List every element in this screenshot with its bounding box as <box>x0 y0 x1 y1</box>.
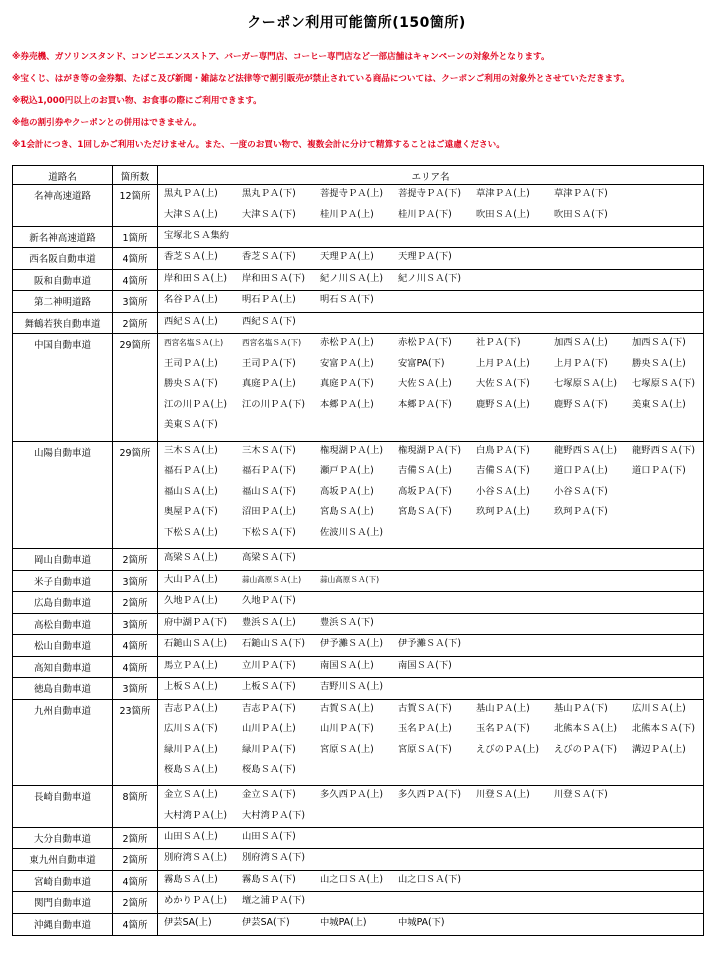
area-name: 基山ＰＡ(上) <box>476 702 530 714</box>
area-name: 久地ＰＡ(上) <box>164 595 218 606</box>
area-name: 白鳥ＰＡ(下) <box>476 444 530 456</box>
table-row <box>13 700 703 787</box>
area-line <box>163 680 703 701</box>
area-name: 香芝ＳＡ(上) <box>164 251 218 262</box>
area-name: 多久西ＰＡ(上) <box>320 789 384 800</box>
area-line <box>163 551 703 572</box>
area-names-cell <box>158 614 703 635</box>
area-name: 立川ＰＡ(下) <box>242 659 296 671</box>
area-name: 伊予灘ＳＡ(下) <box>398 638 462 649</box>
location-count-cell: 2箇所 <box>113 849 158 870</box>
area-name: 上月ＰＡ(上) <box>476 357 530 369</box>
area-line <box>163 830 703 851</box>
area-names-cell <box>158 635 703 656</box>
area-names-cell <box>158 227 703 248</box>
area-name: 真庭ＰＡ(下) <box>320 378 374 389</box>
area-names-cell <box>158 871 703 892</box>
area-name: 緑川ＰＡ(下) <box>242 743 296 755</box>
location-count-cell: 3箇所 <box>113 678 158 699</box>
area-name: 瀬戸ＰＡ(上) <box>320 465 374 476</box>
location-count-cell: 1箇所 <box>113 227 158 248</box>
table-row <box>13 571 703 593</box>
area-name: 大村湾ＰＡ(上) <box>164 809 228 821</box>
area-name: 玉名ＰＡ(上) <box>398 723 452 734</box>
location-count-cell: 4箇所 <box>113 871 158 892</box>
area-name: 玖珂ＰＡ(上) <box>476 506 530 517</box>
area-name: 吹田ＳＡ(上) <box>476 208 530 220</box>
location-count-cell: 29箇所 <box>113 442 158 549</box>
area-name: 宮島ＳＡ(上) <box>320 506 374 517</box>
area-line <box>163 702 709 723</box>
area-name: 霧島ＳＡ(下) <box>242 873 296 885</box>
area-name: 草津ＰＡ(上) <box>476 188 530 199</box>
table-row <box>13 270 703 292</box>
area-name: 沼田ＰＡ(上) <box>242 506 296 517</box>
area-name: 赤松ＰＡ(下) <box>398 337 452 348</box>
area-name: 北熊本ＳＡ(下) <box>632 723 696 734</box>
area-name: 西宮名塩ＳＡ(上) <box>164 338 224 347</box>
area-line <box>163 336 709 357</box>
area-name: えびのＰＡ(下) <box>554 743 618 755</box>
area-name: 加西ＳＡ(上) <box>554 337 608 348</box>
area-line <box>163 208 703 229</box>
area-name: 下松ＳＡ(上) <box>164 526 218 538</box>
area-name: えびのＰＡ(上) <box>476 743 540 755</box>
area-name: 石鎚山ＳＡ(上) <box>164 638 228 649</box>
location-count-cell: 3箇所 <box>113 291 158 312</box>
area-name: 黒丸ＰＡ(上) <box>164 188 218 199</box>
area-name: 上板ＳＡ(上) <box>164 681 218 692</box>
area-name: 名谷ＰＡ(上) <box>164 294 218 305</box>
area-name: 権現湖ＰＡ(上) <box>320 444 384 456</box>
table-row <box>13 248 703 270</box>
road-name-cell: 名神高速道路 <box>13 185 113 226</box>
area-name: 蒜山高原ＳＡ(下) <box>320 574 380 584</box>
notes-list <box>12 51 707 160</box>
area-name: 伊芸SA(下) <box>242 916 290 928</box>
area-name: 福石ＰＡ(下) <box>242 465 296 476</box>
area-names-cell <box>158 571 703 592</box>
area-line <box>163 464 709 485</box>
area-line <box>163 573 703 594</box>
area-name: 桜島ＳＡ(下) <box>242 764 296 775</box>
area-name: 明石ＳＡ(下) <box>320 294 374 305</box>
area-names-cell <box>158 291 703 312</box>
area-line <box>163 851 703 872</box>
area-name: 玉名ＰＡ(下) <box>476 723 530 734</box>
area-name: 宮原ＳＡ(下) <box>398 743 452 755</box>
area-line <box>163 722 709 743</box>
area-name: 黒丸ＰＡ(下) <box>242 188 296 199</box>
area-name: 大村湾ＰＡ(下) <box>242 809 306 821</box>
area-name: 壇之浦ＰＡ(下) <box>242 895 306 906</box>
area-name: 龍野西ＳＡ(上) <box>554 444 618 456</box>
table-row <box>13 849 703 871</box>
area-name: 菩提寺ＰＡ(上) <box>320 188 384 199</box>
area-name: 基山ＰＡ(下) <box>554 702 608 714</box>
area-line <box>163 637 703 658</box>
area-name: 伊予灘ＳＡ(上) <box>320 638 384 649</box>
area-names-cell <box>158 442 709 549</box>
road-name-cell: 阪和自動車道 <box>13 270 113 291</box>
area-line <box>163 526 709 547</box>
area-name: 西紀ＳＡ(下) <box>242 315 296 327</box>
area-line <box>163 894 703 915</box>
area-name: 川登ＳＡ(下) <box>554 789 608 800</box>
area-name: 吉志ＰＡ(上) <box>164 702 218 714</box>
area-line <box>163 763 709 784</box>
road-name-cell: 舞鶴若狭自動車道 <box>13 313 113 334</box>
area-name: 石鎚山ＳＡ(下) <box>242 638 306 649</box>
area-name: 小谷ＳＡ(上) <box>476 485 530 497</box>
area-name: 高梁ＳＡ(下) <box>242 552 296 563</box>
area-names-cell <box>158 657 703 678</box>
area-name: 江の川ＰＡ(上) <box>164 398 228 410</box>
note-item: ※他の割引券やクーポンとの併用はできません。 <box>12 117 202 128</box>
area-names-cell <box>158 549 703 570</box>
road-name-cell: 岡山自動車道 <box>13 549 113 570</box>
location-count-cell: 4箇所 <box>113 657 158 678</box>
road-name-cell: 徳島自動車道 <box>13 678 113 699</box>
road-name-cell: 広島自動車道 <box>13 592 113 613</box>
area-name: 赤松ＰＡ(上) <box>320 337 374 348</box>
area-name: 美東ＳＡ(上) <box>632 398 686 410</box>
table-row <box>13 549 703 571</box>
road-name-cell: 長崎自動車道 <box>13 786 113 827</box>
area-name: 山川ＰＡ(下) <box>320 723 374 734</box>
table-row <box>13 442 703 550</box>
note-item: ※宝くじ、はがき等の金券類、たばこ及び新聞・雑誌など法律等で割引販売が禁止されている商品については、クーポンご利用の対象外とさせていただきます。 <box>12 73 630 84</box>
area-name: 本郷ＰＡ(下) <box>398 398 452 410</box>
area-name: 安富PA(下) <box>398 357 445 369</box>
area-name: 多久西ＰＡ(下) <box>398 789 462 800</box>
road-name-cell: 大分自動車道 <box>13 828 113 849</box>
area-line <box>163 594 703 615</box>
area-name: 天理ＰＡ(上) <box>320 251 374 262</box>
area-name: 天理ＰＡ(下) <box>398 251 452 262</box>
road-name-cell: 沖縄自動車道 <box>13 914 113 936</box>
area-name: 霧島ＳＡ(上) <box>164 873 218 885</box>
road-name-cell: 山陽自動車道 <box>13 442 113 549</box>
road-name-cell: 東九州自動車道 <box>13 849 113 870</box>
area-name: 大津ＳＡ(下) <box>242 208 296 220</box>
area-line <box>163 743 709 764</box>
location-count-cell: 12箇所 <box>113 185 158 226</box>
area-name: 桂川ＰＡ(上) <box>320 208 374 220</box>
area-name: 桜島ＳＡ(上) <box>164 764 218 775</box>
note-item: ※1会計につき、1回しかご利用いただけません。また、一度のお買い物で、複数会計に分けて精算することはご遠慮ください。 <box>12 139 505 150</box>
area-name: 大山ＰＡ(上) <box>164 573 218 585</box>
area-name: 桂川ＰＡ(下) <box>398 208 452 220</box>
area-names-cell <box>158 786 703 827</box>
location-count-cell: 2箇所 <box>113 592 158 613</box>
area-name: 大佐ＳＡ(上) <box>398 378 452 389</box>
page-title: クーポン利用可能箇所(150箇所) <box>247 15 466 31</box>
area-line <box>163 659 703 680</box>
area-line <box>163 418 709 439</box>
table-row <box>13 227 703 249</box>
area-name: 社ＰＡ(下) <box>476 337 521 348</box>
location-count-cell: 4箇所 <box>113 248 158 269</box>
area-name: 上月ＰＡ(下) <box>554 357 608 369</box>
area-line <box>163 398 709 419</box>
location-count-cell: 2箇所 <box>113 313 158 334</box>
road-name-cell: 高知自動車道 <box>13 657 113 678</box>
area-names-cell <box>158 313 703 334</box>
area-name: 玖珂ＰＡ(下) <box>554 506 608 517</box>
area-line <box>163 485 709 506</box>
table-header-row <box>13 166 703 185</box>
area-name: 七塚原ＳＡ(下) <box>632 378 696 389</box>
table-row <box>13 871 703 893</box>
location-count-cell: 29箇所 <box>113 334 158 441</box>
area-name: 川登ＳＡ(上) <box>476 789 530 800</box>
location-count-cell: 2箇所 <box>113 828 158 849</box>
road-name-cell: 米子自動車道 <box>13 571 113 592</box>
area-names-cell <box>158 828 703 849</box>
area-line <box>163 187 703 208</box>
table-row <box>13 678 703 700</box>
area-name: 高坂ＰＡ(上) <box>320 485 374 497</box>
area-name: 王司ＰＡ(上) <box>164 357 218 369</box>
road-name-cell: 第二神明道路 <box>13 291 113 312</box>
area-line <box>163 293 703 314</box>
area-name: 吉備ＳＡ(上) <box>398 465 452 476</box>
area-name: 古賀ＳＡ(下) <box>398 702 452 714</box>
area-name: 蒜山高原ＳＡ(上) <box>242 574 302 584</box>
area-line <box>163 873 703 894</box>
area-name: 安富ＰＡ(上) <box>320 357 374 369</box>
area-name: 山田ＳＡ(下) <box>242 830 296 842</box>
table-row <box>13 614 703 636</box>
area-name: 山之口ＳＡ(上) <box>320 873 384 885</box>
area-names-cell <box>158 892 703 913</box>
area-name: 西宮名塩ＳＡ(下) <box>242 338 302 347</box>
area-name: 金立ＳＡ(下) <box>242 789 296 800</box>
location-count-cell: 2箇所 <box>113 892 158 913</box>
note-item: ※券売機、ガソリンスタンド、コンビニエンスストア、バーガー専門店、コーヒー専門店など一部店舗はキャンペーンの対象外となります。 <box>12 52 550 62</box>
area-name: 府中湖ＰＡ(下) <box>164 616 228 628</box>
area-name: 溝辺ＰＡ(上) <box>632 743 686 755</box>
area-name: 明石ＰＡ(上) <box>242 294 296 305</box>
area-name: 伊芸SA(上) <box>164 916 212 928</box>
area-line <box>163 616 703 637</box>
area-names-cell <box>158 700 709 786</box>
area-line <box>163 809 703 830</box>
header-road: 道路名 <box>13 166 113 184</box>
area-line <box>163 505 709 526</box>
area-name: 岸和田ＳＡ(上) <box>164 272 228 284</box>
header-count: 箇所数 <box>113 166 158 184</box>
road-name-cell: 九州自動車道 <box>13 700 113 786</box>
road-name-cell: 新名神高速道路 <box>13 227 113 248</box>
area-line <box>163 315 703 336</box>
area-name: 七塚原ＳＡ(上) <box>554 378 618 389</box>
road-name-cell: 松山自動車道 <box>13 635 113 656</box>
table-row <box>13 786 703 828</box>
area-name: 吉備ＳＡ(下) <box>476 465 530 476</box>
area-name: 王司ＰＡ(下) <box>242 357 296 369</box>
area-line <box>163 357 709 378</box>
area-name: 福山ＳＡ(下) <box>242 485 296 497</box>
area-names-cell <box>158 914 703 936</box>
area-name: 中城PA(下) <box>398 916 445 928</box>
area-names-cell <box>158 678 703 699</box>
area-name: 広川ＳＡ(上) <box>632 702 686 714</box>
area-line <box>163 377 709 398</box>
area-name: 緑川ＰＡ(上) <box>164 743 218 755</box>
area-name: 本郷ＰＡ(上) <box>320 398 374 410</box>
coupon-locations-table <box>12 165 704 936</box>
location-count-cell: 23箇所 <box>113 700 158 786</box>
area-name: 加西ＳＡ(下) <box>632 337 686 348</box>
area-name: 山川ＰＡ(上) <box>242 723 296 734</box>
area-line <box>163 788 703 809</box>
road-name-cell: 西名阪自動車道 <box>13 248 113 269</box>
area-name: 広川ＳＡ(下) <box>164 723 218 734</box>
area-name: 権現湖ＰＡ(下) <box>398 444 462 456</box>
area-names-cell <box>158 849 703 870</box>
area-name: 宝塚北ＳＡ集約 <box>164 229 230 241</box>
area-name: 西紀ＳＡ(上) <box>164 315 218 327</box>
road-name-cell: 関門自動車道 <box>13 892 113 913</box>
area-name: 吉野川ＳＡ(上) <box>320 681 384 692</box>
area-name: 龍野西ＳＡ(下) <box>632 444 696 456</box>
road-name-cell: 高松自動車道 <box>13 614 113 635</box>
area-name: 南国ＳＡ(下) <box>398 659 452 671</box>
area-name: 北熊本ＳＡ(上) <box>554 723 618 734</box>
area-name: 大佐ＳＡ(下) <box>476 378 530 389</box>
area-name: 南国ＳＡ(上) <box>320 659 374 671</box>
header-area: エリア名 <box>411 172 450 183</box>
area-name: 三木ＳＡ(下) <box>242 444 296 456</box>
area-name: 紀ノ川ＳＡ(下) <box>398 272 462 284</box>
area-name: 奥屋ＰＡ(下) <box>164 506 218 517</box>
table-row <box>13 291 703 313</box>
area-name: 鹿野ＳＡ(上) <box>476 398 530 410</box>
area-line <box>163 916 703 937</box>
area-name: 宮島ＳＡ(下) <box>398 506 452 517</box>
area-names-cell <box>158 334 709 441</box>
area-names-cell <box>158 185 703 226</box>
area-name: 草津ＰＡ(下) <box>554 188 608 199</box>
table-row <box>13 334 703 442</box>
area-line <box>163 229 703 250</box>
road-name-cell: 宮崎自動車道 <box>13 871 113 892</box>
area-name: 宮原ＳＡ(上) <box>320 743 374 755</box>
location-count-cell: 4箇所 <box>113 270 158 291</box>
area-name: 上板ＳＡ(下) <box>242 681 296 692</box>
area-name: 高梁ＳＡ(上) <box>164 552 218 563</box>
area-name: 豊浜ＳＡ(下) <box>320 616 374 628</box>
table-row <box>13 592 703 614</box>
location-count-cell: 4箇所 <box>113 635 158 656</box>
area-name: 福山ＳＡ(上) <box>164 485 218 497</box>
table-row <box>13 185 703 227</box>
table-row <box>13 313 703 335</box>
location-count-cell: 4箇所 <box>113 914 158 936</box>
area-names-cell <box>158 592 703 613</box>
area-name: 中城PA(上) <box>320 916 367 928</box>
area-name: 小谷ＳＡ(下) <box>554 485 608 497</box>
area-name: 香芝ＳＡ(下) <box>242 251 296 262</box>
table-row <box>13 828 703 850</box>
table-row <box>13 657 703 679</box>
location-count-cell: 3箇所 <box>113 614 158 635</box>
area-name: 大津ＳＡ(上) <box>164 208 218 220</box>
area-name: 江の川ＰＡ(下) <box>242 398 306 410</box>
location-count-cell: 2箇所 <box>113 549 158 570</box>
location-count-cell: 3箇所 <box>113 571 158 592</box>
area-name: 福石ＰＡ(上) <box>164 465 218 476</box>
area-line <box>163 444 709 465</box>
area-name: 紀ノ川ＳＡ(上) <box>320 272 384 284</box>
area-name: 吹田ＳＡ(下) <box>554 208 608 220</box>
table-row <box>13 892 703 914</box>
table-row <box>13 635 703 657</box>
area-name: 下松ＳＡ(下) <box>242 526 296 538</box>
area-name: 久地ＰＡ(下) <box>242 595 296 606</box>
area-line <box>163 250 703 271</box>
area-name: 高坂ＰＡ(下) <box>398 485 452 497</box>
area-names-cell <box>158 248 703 269</box>
area-name: めかりＰＡ(上) <box>164 895 228 906</box>
area-name: 勝央ＳＡ(下) <box>164 378 218 389</box>
area-name: 別府湾ＳＡ(上) <box>164 852 228 863</box>
area-name: 馬立ＰＡ(上) <box>164 659 218 671</box>
location-count-cell: 8箇所 <box>113 786 158 827</box>
area-name: 鹿野ＳＡ(下) <box>554 398 608 410</box>
road-name-cell: 中国自動車道 <box>13 334 113 441</box>
area-name: 岸和田ＳＡ(下) <box>242 272 306 284</box>
area-name: 別府湾ＳＡ(下) <box>242 852 306 863</box>
area-name: 勝央ＳＡ(上) <box>632 357 686 369</box>
area-name: 古賀ＳＡ(上) <box>320 702 374 714</box>
area-name: 菩提寺ＰＡ(下) <box>398 188 462 199</box>
area-name: 道口ＰＡ(上) <box>554 465 608 476</box>
area-name: 佐波川ＳＡ(上) <box>320 526 384 538</box>
area-name: 三木ＳＡ(上) <box>164 444 218 456</box>
area-name: 美東ＳＡ(下) <box>164 419 218 430</box>
area-names-cell <box>158 270 703 291</box>
area-name: 吉志ＰＡ(下) <box>242 702 296 714</box>
table-row <box>13 914 703 936</box>
area-name: 山田ＳＡ(上) <box>164 830 218 842</box>
area-name: 金立ＳＡ(上) <box>164 789 218 800</box>
area-name: 山之口ＳＡ(下) <box>398 873 462 885</box>
area-line <box>163 272 703 293</box>
note-item: ※税込1,000円以上のお買い物、お食事の際にご利用できます。 <box>12 95 262 106</box>
area-name: 道口ＰＡ(下) <box>632 465 686 476</box>
area-name: 真庭ＰＡ(上) <box>242 378 296 389</box>
area-name: 豊浜ＳＡ(上) <box>242 616 296 628</box>
